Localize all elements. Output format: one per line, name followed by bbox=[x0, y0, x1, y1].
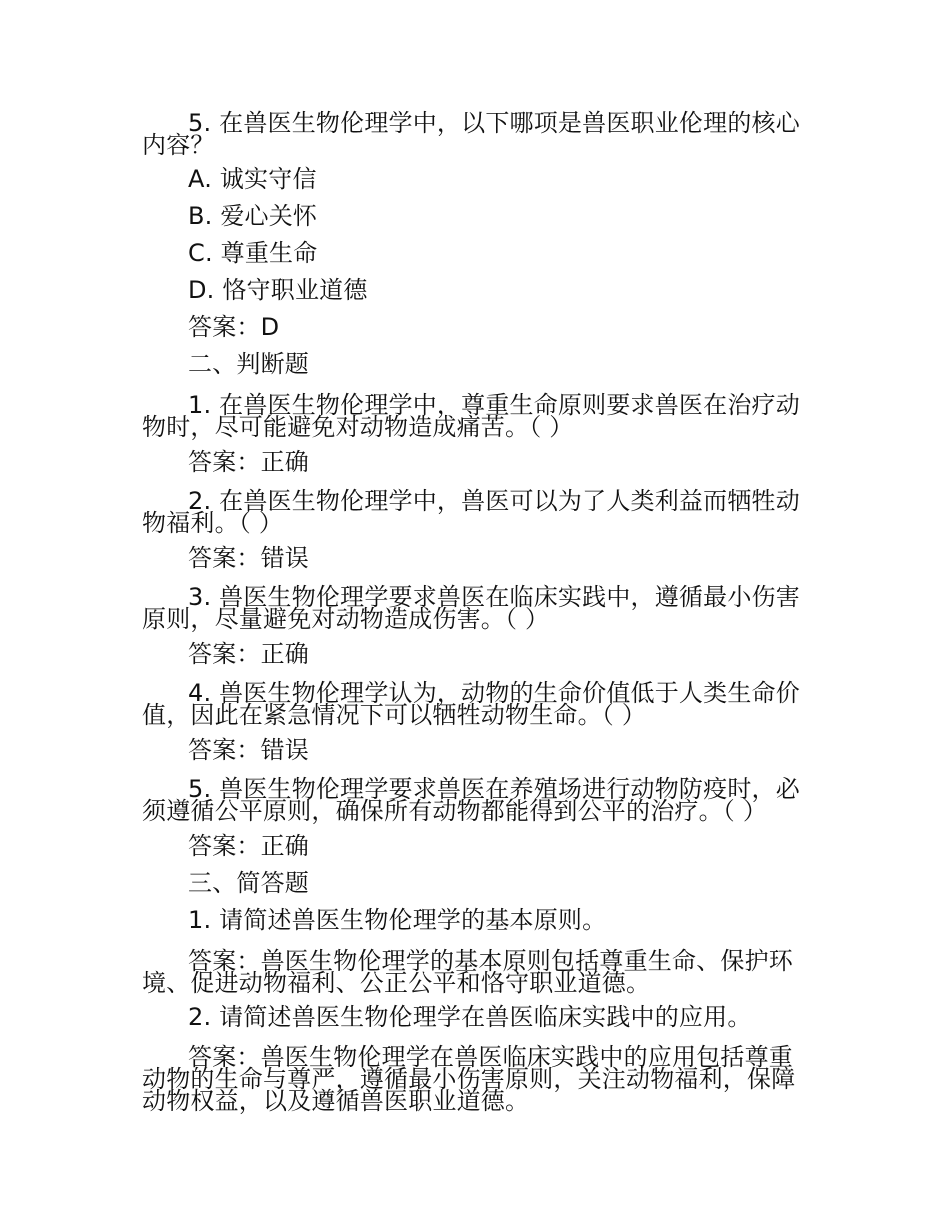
option-c: C. 尊重生命 bbox=[188, 239, 318, 267]
true-false-answer-2: 答案：错误 bbox=[188, 544, 309, 572]
true-false-answer-5: 答案：正确 bbox=[188, 832, 309, 860]
true-false-question-4: 4. 兽医生物伦理学认为，动物的生命价值低于人类生命价值，因此在紧急情况下可以牺牲动物生命。（ ） bbox=[142, 679, 800, 729]
true-false-question-3: 3. 兽医生物伦理学要求兽医在临床实践中，遵循最小伤害原则，尽量避免对动物造成伤害。（ ） bbox=[142, 583, 800, 633]
true-false-answer-1: 答案：正确 bbox=[188, 448, 309, 476]
option-a: A. 诚实守信 bbox=[188, 165, 317, 193]
answer-q5: 答案：D bbox=[188, 313, 280, 341]
true-false-question-1: 1. 在兽医生物伦理学中，尊重生命原则要求兽医在治疗动物时，尽可能避免对动物造成痛苦。（ ） bbox=[142, 391, 800, 441]
option-d: D. 恪守职业道德 bbox=[188, 276, 368, 304]
true-false-answer-4: 答案：错误 bbox=[188, 736, 309, 764]
true-false-question-2: 2. 在兽医生物伦理学中，兽医可以为了人类利益而牺牲动物福利。（ ） bbox=[142, 487, 800, 537]
section-heading-short-answer: 三、简答题 bbox=[188, 869, 309, 897]
section-heading-true-false: 二、判断题 bbox=[188, 350, 309, 378]
short-answer-question-2: 2. 请简述兽医生物伦理学在兽医临床实践中的应用。 bbox=[188, 1003, 752, 1031]
short-answer-answer-1: 答案：兽医生物伦理学的基本原则包括尊重生命、保护环境、促进动物福利、公正公平和恪守职业道德。 bbox=[142, 947, 793, 997]
true-false-answer-3: 答案：正确 bbox=[188, 640, 309, 668]
option-b: B. 爱心关怀 bbox=[188, 202, 318, 230]
true-false-question-5: 5. 兽医生物伦理学要求兽医在养殖场进行动物防疫时，必须遵循公平原则，确保所有动物都能得到公平的治疗。（ ） bbox=[142, 775, 800, 825]
short-answer-answer-2: 答案：兽医生物伦理学在兽医临床实践中的应用包括尊重动物的生命与尊严，遵循最小伤害原则，关注动物福利，保障动物权益，以及遵循兽医职业道德。 bbox=[142, 1043, 796, 1115]
short-answer-question-1: 1. 请简述兽医生物伦理学的基本原则。 bbox=[188, 906, 607, 934]
question-5-multiple-choice: 5. 在兽医生物伦理学中，以下哪项是兽医职业伦理的核心内容？ bbox=[142, 109, 800, 159]
